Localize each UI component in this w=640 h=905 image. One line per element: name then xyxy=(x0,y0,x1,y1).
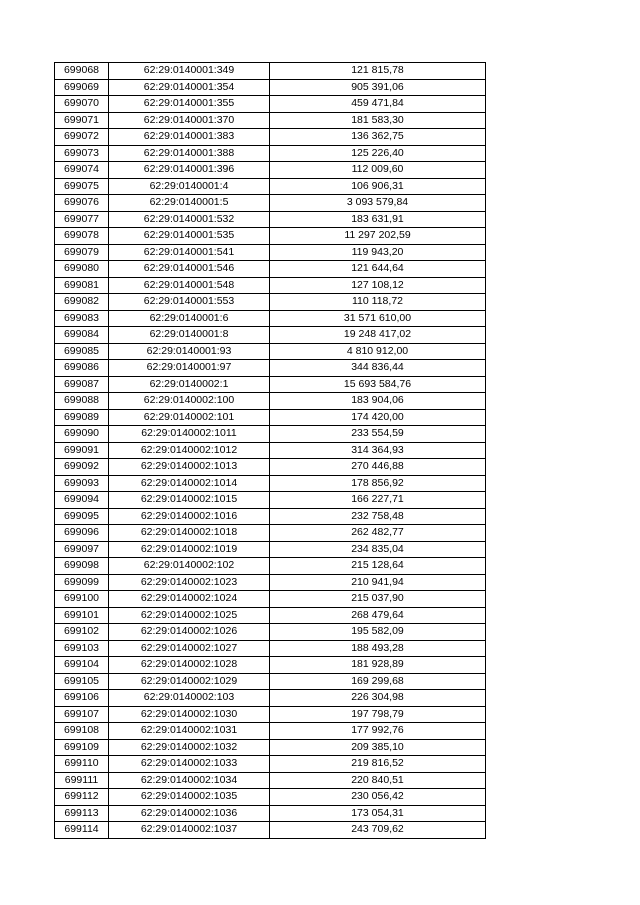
row-number-cell: 699081 xyxy=(55,277,109,294)
value-cell: 234 835,04 xyxy=(270,541,486,558)
row-number-cell: 699087 xyxy=(55,376,109,393)
cadastral-number-cell: 62:29:0140001:541 xyxy=(109,244,270,261)
row-number-cell: 699078 xyxy=(55,228,109,245)
table-row xyxy=(55,310,486,327)
cadastral-number-cell: 62:29:0140002:1035 xyxy=(109,789,270,806)
table-row xyxy=(55,261,486,278)
table-row xyxy=(55,756,486,773)
cadastral-number-cell: 62:29:0140002:1034 xyxy=(109,772,270,789)
table-row xyxy=(55,195,486,212)
row-number-cell: 699106 xyxy=(55,690,109,707)
table-row xyxy=(55,789,486,806)
cadastral-number-cell: 62:29:0140002:1037 xyxy=(109,822,270,839)
value-cell: 270 446,88 xyxy=(270,459,486,476)
cadastral-number-cell: 62:29:0140002:1023 xyxy=(109,574,270,591)
table-row xyxy=(55,475,486,492)
table-row xyxy=(55,277,486,294)
row-number-cell: 699082 xyxy=(55,294,109,311)
cadastral-number-cell: 62:29:0140001:93 xyxy=(109,343,270,360)
value-cell: 121 644,64 xyxy=(270,261,486,278)
cadastral-number-cell: 62:29:0140001:535 xyxy=(109,228,270,245)
table-row xyxy=(55,228,486,245)
row-number-cell: 699073 xyxy=(55,145,109,162)
value-cell: 181 583,30 xyxy=(270,112,486,129)
table-row xyxy=(55,211,486,228)
row-number-cell: 699107 xyxy=(55,706,109,723)
cadastral-number-cell: 62:29:0140002:101 xyxy=(109,409,270,426)
table-row xyxy=(55,393,486,410)
cadastral-number-cell: 62:29:0140002:1018 xyxy=(109,525,270,542)
value-cell: 112 009,60 xyxy=(270,162,486,179)
table-row xyxy=(55,525,486,542)
row-number-cell: 699083 xyxy=(55,310,109,327)
row-number-cell: 699093 xyxy=(55,475,109,492)
value-cell: 183 631,91 xyxy=(270,211,486,228)
table-row xyxy=(55,162,486,179)
value-cell: 31 571 610,00 xyxy=(270,310,486,327)
cadastral-number-cell: 62:29:0140002:1014 xyxy=(109,475,270,492)
cadastral-number-cell: 62:29:0140001:4 xyxy=(109,178,270,195)
cadastral-number-cell: 62:29:0140002:1032 xyxy=(109,739,270,756)
value-cell: 197 798,79 xyxy=(270,706,486,723)
cadastral-number-cell: 62:29:0140001:355 xyxy=(109,96,270,113)
cadastral-number-cell: 62:29:0140002:103 xyxy=(109,690,270,707)
table-row xyxy=(55,690,486,707)
row-number-cell: 699101 xyxy=(55,607,109,624)
table-row xyxy=(55,591,486,608)
value-cell: 3 093 579,84 xyxy=(270,195,486,212)
table-row xyxy=(55,426,486,443)
value-cell: 181 928,89 xyxy=(270,657,486,674)
value-cell: 19 248 417,02 xyxy=(270,327,486,344)
table-row xyxy=(55,706,486,723)
cadastral-number-cell: 62:29:0140001:349 xyxy=(109,63,270,80)
row-number-cell: 699102 xyxy=(55,624,109,641)
table-row xyxy=(55,508,486,525)
value-cell: 905 391,06 xyxy=(270,79,486,96)
table-row xyxy=(55,343,486,360)
table-row xyxy=(55,739,486,756)
row-number-cell: 699070 xyxy=(55,96,109,113)
row-number-cell: 699071 xyxy=(55,112,109,129)
cadastral-number-cell: 62:29:0140001:383 xyxy=(109,129,270,146)
value-cell: 173 054,31 xyxy=(270,805,486,822)
cadastral-number-cell: 62:29:0140002:1025 xyxy=(109,607,270,624)
cadastral-number-cell: 62:29:0140001:553 xyxy=(109,294,270,311)
cadastral-number-cell: 62:29:0140002:1026 xyxy=(109,624,270,641)
table-row xyxy=(55,244,486,261)
value-cell: 226 304,98 xyxy=(270,690,486,707)
value-cell: 210 941,94 xyxy=(270,574,486,591)
row-number-cell: 699114 xyxy=(55,822,109,839)
value-cell: 174 420,00 xyxy=(270,409,486,426)
row-number-cell: 699096 xyxy=(55,525,109,542)
row-number-cell: 699088 xyxy=(55,393,109,410)
cadastral-number-cell: 62:29:0140002:1031 xyxy=(109,723,270,740)
cadastral-number-cell: 62:29:0140002:1033 xyxy=(109,756,270,773)
value-cell: 125 226,40 xyxy=(270,145,486,162)
row-number-cell: 699113 xyxy=(55,805,109,822)
row-number-cell: 699112 xyxy=(55,789,109,806)
cadastral-number-cell: 62:29:0140002:102 xyxy=(109,558,270,575)
table-row xyxy=(55,294,486,311)
value-cell: 15 693 584,76 xyxy=(270,376,486,393)
row-number-cell: 699092 xyxy=(55,459,109,476)
table-row xyxy=(55,442,486,459)
value-cell: 136 362,75 xyxy=(270,129,486,146)
value-cell: 121 815,78 xyxy=(270,63,486,80)
row-number-cell: 699099 xyxy=(55,574,109,591)
cadastral-number-cell: 62:29:0140001:354 xyxy=(109,79,270,96)
row-number-cell: 699098 xyxy=(55,558,109,575)
row-number-cell: 699069 xyxy=(55,79,109,96)
table-row xyxy=(55,541,486,558)
cadastral-number-cell: 62:29:0140002:1029 xyxy=(109,673,270,690)
row-number-cell: 699086 xyxy=(55,360,109,377)
table-row xyxy=(55,574,486,591)
cadastral-number-cell: 62:29:0140001:5 xyxy=(109,195,270,212)
row-number-cell: 699080 xyxy=(55,261,109,278)
row-number-cell: 699108 xyxy=(55,723,109,740)
value-cell: 177 992,76 xyxy=(270,723,486,740)
cadastral-number-cell: 62:29:0140001:396 xyxy=(109,162,270,179)
cadastral-value-table xyxy=(54,62,486,839)
table-row xyxy=(55,607,486,624)
value-cell: 209 385,10 xyxy=(270,739,486,756)
row-number-cell: 699095 xyxy=(55,508,109,525)
row-number-cell: 699076 xyxy=(55,195,109,212)
value-cell: 110 118,72 xyxy=(270,294,486,311)
value-cell: 233 554,59 xyxy=(270,426,486,443)
value-cell: 219 816,52 xyxy=(270,756,486,773)
cadastral-number-cell: 62:29:0140002:1011 xyxy=(109,426,270,443)
value-cell: 215 037,90 xyxy=(270,591,486,608)
cadastral-number-cell: 62:29:0140002:1024 xyxy=(109,591,270,608)
row-number-cell: 699089 xyxy=(55,409,109,426)
value-cell: 230 056,42 xyxy=(270,789,486,806)
table-body xyxy=(55,63,486,839)
table-row xyxy=(55,657,486,674)
cadastral-number-cell: 62:29:0140002:1016 xyxy=(109,508,270,525)
table-row xyxy=(55,624,486,641)
table-row xyxy=(55,673,486,690)
cadastral-number-cell: 62:29:0140001:546 xyxy=(109,261,270,278)
table-row xyxy=(55,492,486,509)
row-number-cell: 699068 xyxy=(55,63,109,80)
table-row xyxy=(55,822,486,839)
table-row xyxy=(55,409,486,426)
cadastral-number-cell: 62:29:0140002:1030 xyxy=(109,706,270,723)
value-cell: 243 709,62 xyxy=(270,822,486,839)
cadastral-number-cell: 62:29:0140002:1028 xyxy=(109,657,270,674)
cadastral-number-cell: 62:29:0140002:1012 xyxy=(109,442,270,459)
cadastral-number-cell: 62:29:0140002:1015 xyxy=(109,492,270,509)
table-row xyxy=(55,459,486,476)
table-row xyxy=(55,327,486,344)
row-number-cell: 699072 xyxy=(55,129,109,146)
table-row xyxy=(55,772,486,789)
table-row xyxy=(55,96,486,113)
table-row xyxy=(55,805,486,822)
value-cell: 169 299,68 xyxy=(270,673,486,690)
row-number-cell: 699105 xyxy=(55,673,109,690)
row-number-cell: 699084 xyxy=(55,327,109,344)
value-cell: 314 364,93 xyxy=(270,442,486,459)
table-row xyxy=(55,79,486,96)
row-number-cell: 699085 xyxy=(55,343,109,360)
value-cell: 344 836,44 xyxy=(270,360,486,377)
row-number-cell: 699079 xyxy=(55,244,109,261)
table-row xyxy=(55,178,486,195)
cadastral-number-cell: 62:29:0140001:8 xyxy=(109,327,270,344)
row-number-cell: 699074 xyxy=(55,162,109,179)
table-row xyxy=(55,112,486,129)
value-cell: 188 493,28 xyxy=(270,640,486,657)
row-number-cell: 699077 xyxy=(55,211,109,228)
value-cell: 268 479,64 xyxy=(270,607,486,624)
cadastral-number-cell: 62:29:0140001:548 xyxy=(109,277,270,294)
table-row xyxy=(55,129,486,146)
row-number-cell: 699109 xyxy=(55,739,109,756)
row-number-cell: 699097 xyxy=(55,541,109,558)
value-cell: 127 108,12 xyxy=(270,277,486,294)
value-cell: 215 128,64 xyxy=(270,558,486,575)
row-number-cell: 699111 xyxy=(55,772,109,789)
table-row xyxy=(55,640,486,657)
table-row xyxy=(55,145,486,162)
value-cell: 4 810 912,00 xyxy=(270,343,486,360)
cadastral-number-cell: 62:29:0140001:370 xyxy=(109,112,270,129)
cadastral-number-cell: 62:29:0140002:1036 xyxy=(109,805,270,822)
cadastral-number-cell: 62:29:0140002:100 xyxy=(109,393,270,410)
table-row xyxy=(55,63,486,80)
row-number-cell: 699091 xyxy=(55,442,109,459)
row-number-cell: 699075 xyxy=(55,178,109,195)
cadastral-number-cell: 62:29:0140002:1027 xyxy=(109,640,270,657)
row-number-cell: 699094 xyxy=(55,492,109,509)
value-cell: 183 904,06 xyxy=(270,393,486,410)
table-row xyxy=(55,376,486,393)
row-number-cell: 699100 xyxy=(55,591,109,608)
value-cell: 166 227,71 xyxy=(270,492,486,509)
value-cell: 232 758,48 xyxy=(270,508,486,525)
cadastral-number-cell: 62:29:0140002:1019 xyxy=(109,541,270,558)
row-number-cell: 699104 xyxy=(55,657,109,674)
cadastral-number-cell: 62:29:0140002:1013 xyxy=(109,459,270,476)
row-number-cell: 699110 xyxy=(55,756,109,773)
value-cell: 220 840,51 xyxy=(270,772,486,789)
cadastral-number-cell: 62:29:0140002:1 xyxy=(109,376,270,393)
value-cell: 106 906,31 xyxy=(270,178,486,195)
value-cell: 195 582,09 xyxy=(270,624,486,641)
cadastral-number-cell: 62:29:0140001:388 xyxy=(109,145,270,162)
value-cell: 262 482,77 xyxy=(270,525,486,542)
table-row xyxy=(55,558,486,575)
row-number-cell: 699103 xyxy=(55,640,109,657)
cadastral-number-cell: 62:29:0140001:6 xyxy=(109,310,270,327)
cadastral-number-cell: 62:29:0140001:532 xyxy=(109,211,270,228)
value-cell: 178 856,92 xyxy=(270,475,486,492)
table-row xyxy=(55,723,486,740)
value-cell: 11 297 202,59 xyxy=(270,228,486,245)
row-number-cell: 699090 xyxy=(55,426,109,443)
value-cell: 119 943,20 xyxy=(270,244,486,261)
cadastral-number-cell: 62:29:0140001:97 xyxy=(109,360,270,377)
table-row xyxy=(55,360,486,377)
value-cell: 459 471,84 xyxy=(270,96,486,113)
